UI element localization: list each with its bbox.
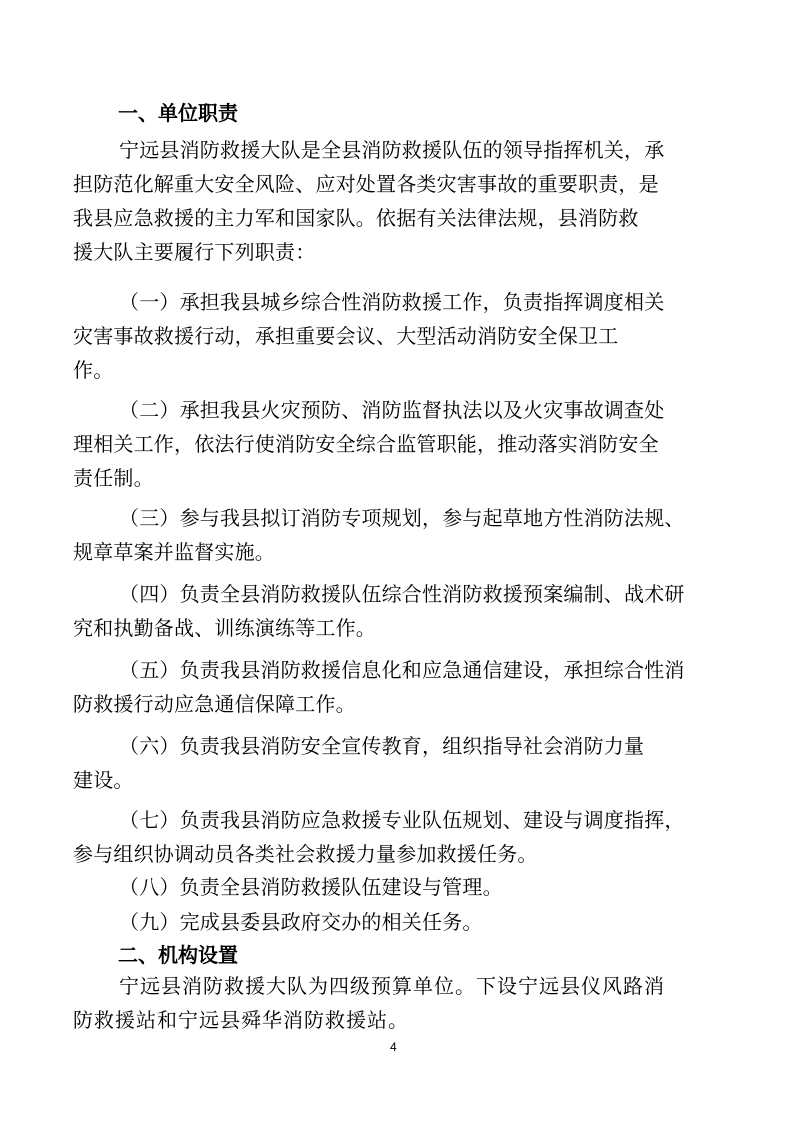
duty-line: （八）负责全县消防救援队伍建设与管理。 (119, 875, 503, 899)
section-1-heading: 一、单位职责 (118, 101, 238, 125)
duty-line: 规章草案并监督实施。 (73, 540, 275, 564)
section-1-intro (73, 133, 673, 269)
duty-line: （七）负责我县消防应急救援专业队伍规划、建设与调度指挥， (119, 808, 685, 832)
duty-line: （六）负责我县消防安全宣传教育，组织指导社会消防力量 (119, 734, 645, 758)
duty-item-6 (73, 729, 673, 797)
duty-line: 究和执勤备战、训练演练等工作。 (73, 616, 376, 640)
duty-line: 责任制。 (73, 466, 154, 490)
duty-line: 防救援行动应急通信保障工作。 (73, 692, 356, 716)
duty-item-1 (73, 285, 673, 387)
intro-line: 担防范化解重大安全风险、应对处置各类灾害事故的重要职责，是 (73, 172, 659, 196)
section-2-body (73, 969, 673, 1037)
duty-item-8 (73, 870, 673, 904)
duty-line: （四）负责全县消防救援队伍综合性消防救援预案编制、战术研 (119, 582, 685, 606)
duty-line: 作。 (73, 358, 114, 382)
intro-line: 我县应急救援的主力军和国家队。依据有关法律法规，县消防救 (73, 206, 639, 230)
section-2-heading: 二、机构设置 (118, 943, 238, 967)
page-number: 4 (390, 1040, 397, 1054)
duty-item-2 (73, 393, 673, 495)
duty-line: （一）承担我县城乡综合性消防救援工作，负责指挥调度相关 (119, 290, 665, 314)
intro-line: 援大队主要履行下列职责： (73, 240, 316, 264)
duty-line: （二）承担我县火灾预防、消防监督执法以及火灾事故调查处 (119, 398, 665, 422)
duty-item-4 (73, 577, 685, 645)
duty-line: （九）完成县委县政府交办的相关任务。 (119, 910, 483, 934)
body-line: 宁远县消防救援大队为四级预算单位。下设宁远县仪风路消 (119, 974, 665, 998)
duty-line: （五）负责我县消防救援信息化和应急通信建设，承担综合性消 (119, 658, 685, 682)
duty-line: 建设。 (73, 768, 134, 792)
intro-line: 宁远县消防救援大队是全县消防救援队伍的领导指挥机关，承 (119, 138, 665, 162)
duty-line: 灾害事故救援行动，承担重要会议、大型活动消防安全保卫工 (73, 324, 619, 348)
duty-item-5 (73, 653, 685, 721)
duty-line: （三）参与我县拟订消防专项规划，参与起草地方性消防法规、 (119, 506, 685, 530)
duty-item-3 (73, 501, 685, 569)
duty-line: 参与组织协调动员各类社会救援力量参加救援任务。 (73, 842, 538, 866)
duty-line: 理相关工作，依法行使消防安全综合监管职能，推动落实消防安全 (73, 432, 659, 456)
body-line: 防救援站和宁远县舜华消防救援站。 (73, 1008, 409, 1032)
duty-item-7 (73, 803, 685, 871)
duty-item-9 (73, 905, 673, 939)
